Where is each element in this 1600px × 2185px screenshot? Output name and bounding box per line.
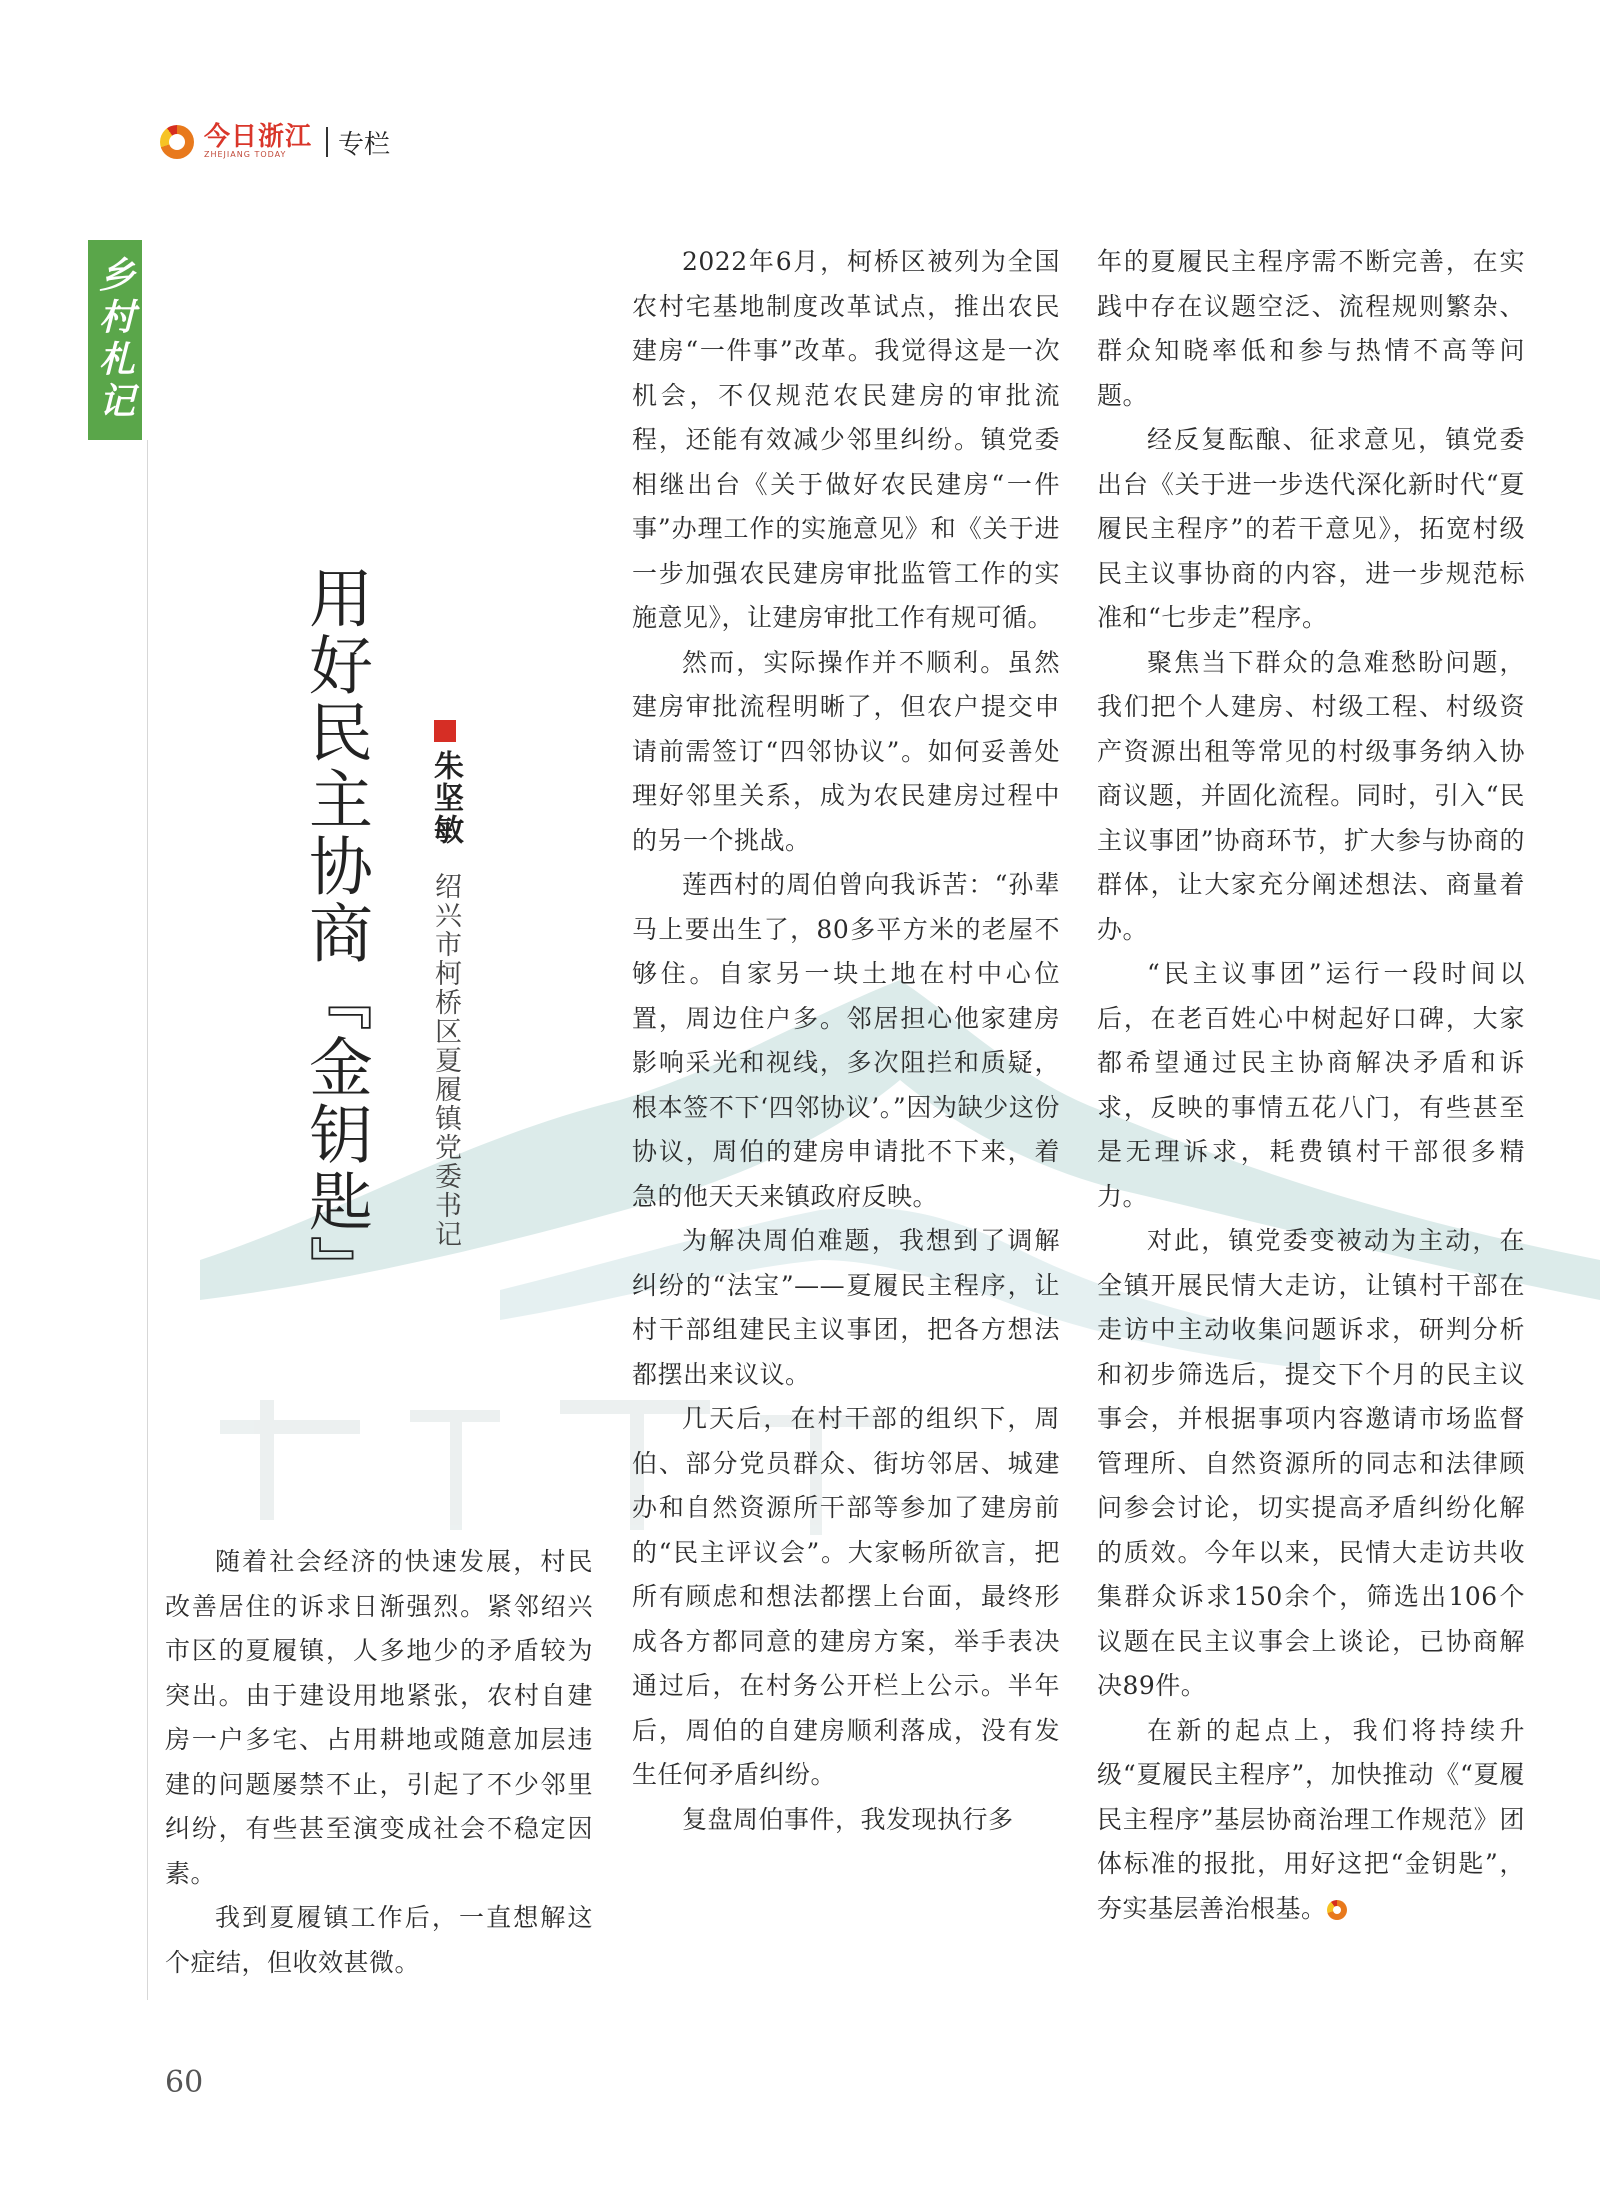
left-margin-rule xyxy=(147,440,148,2000)
paragraph: 随着社会经济的快速发展，村民改善居住的诉求日渐强烈。紧邻绍兴市区的夏履镇，人多地少的矛盾较为突出。由于建设用地紧张，农村自建房一户多宅、占用耕地或随意加层违建的问题屡禁不止，引起了不少邻里纠纷，有些甚至演变成社会不稳定因素。 xyxy=(165,1547,593,1888)
brand-name-en: ZHEJIANG TODAY xyxy=(204,150,287,159)
paragraph: “民主议事团”运行一段时间以后，在老百姓心中树起好口碑，大家都希望通过民主协商解决矛盾和诉求，反映的事情五花八门，有些甚至是无理诉求，耗费镇村干部很多精力。 xyxy=(1097,959,1525,1211)
article-column-right xyxy=(1097,240,1525,1931)
column-tab xyxy=(88,240,142,440)
section-label: 专栏 xyxy=(338,129,391,160)
page-header xyxy=(160,118,390,166)
author-name: 朱坚敏 xyxy=(428,750,463,846)
article-end-icon xyxy=(1327,1900,1347,1920)
paragraph: 为解决周伯难题，我想到了调解纠纷的“法宝”——夏履民主程序，让村干部组建民主议事团，把各方想法都摆出来议议。 xyxy=(632,1226,1060,1389)
brand-logo-icon xyxy=(160,125,194,159)
paragraph: 复盘周伯事件，我发现执行多 xyxy=(682,1804,1014,1834)
author-marker-icon xyxy=(434,720,456,742)
article-title: 用好民主协商『金钥匙』 xyxy=(298,565,372,1302)
paragraph-continued: 年的夏履民主程序需不断完善，在实践中存在议题空泛、流程规则繁杂、群众知晓率低和参与热情不高等问题。 xyxy=(1097,247,1525,410)
page-number: 60 xyxy=(165,2065,204,2100)
brand-name-cn: 今日浙江 xyxy=(204,122,313,152)
header-divider xyxy=(326,127,328,157)
author-title: 绍兴市柯桥区夏履镇党委书记 xyxy=(430,872,461,1249)
author-block xyxy=(415,720,475,846)
paragraph: 莲西村的周伯曾向我诉苦：“孙辈马上要出生了，80多平方米的老屋不够住。自家另一块土地在村中心位置，周边住户多。邻居担心他家建房影响采光和视线，多次阻拦和质疑，根本签不下‘四邻协议’。”因为缺少这份协议，周伯的建房申请批不下来，着急的他天天来镇政府反映。 xyxy=(632,870,1060,1211)
column-tab-label: 乡村札记 xyxy=(93,256,136,424)
paragraph-final-text: 在新的起点上，我们将持续升级“夏履民主程序”，加快推动《“夏履民主程序”基层协商治理工作规范》团体标准的报批，用好这把“金钥匙”，夯实基层善治根基。 xyxy=(1097,1715,1525,1923)
paragraph: 聚焦当下群众的急难愁盼问题，我们把个人建房、村级工程、村级资产资源出租等常见的村级事务纳入协商议题，并固化流程。同时，引入“民主议事团”协商环节，扩大参与协商的群体，让大家充分阐述想法、商量着办。 xyxy=(1097,647,1525,944)
paragraph: 然而，实际操作并不顺利。虽然建房审批流程明晰了，但农户提交申请前需签订“四邻协议”。如何妥善处理好邻里关系，成为农民建房过程中的另一个挑战。 xyxy=(632,647,1060,855)
paragraph: 我到夏履镇工作后，一直想解这个症结，但收效甚微。 xyxy=(165,1903,593,1977)
paragraph: 2022年6月，柯桥区被列为全国农村宅基地制度改革试点，推出农民建房“一件事”改革。我觉得这是一次机会，不仅规范农民建房的审批流程，还能有效减少邻里纠纷。镇党委相继出台《关于做好农民建房“一件事”办理工作的实施意见》和《关于进一步加强农民建房审批监管工作的实施意见》，让建房审批工作有规可循。 xyxy=(632,247,1060,632)
paragraph: 几天后，在村干部的组织下，周伯、部分党员群众、街坊邻居、城建办和自然资源所干部等参加了建房前的“民主评议会”。大家畅所欲言，把所有顾虑和想法都摆上台面，最终形成各方都同意的建房方案，举手表决通过后，在村务公开栏上公示。半年后，周伯的自建房顺利落成，没有发生任何矛盾纠纷。 xyxy=(632,1404,1060,1789)
paragraph-final xyxy=(1097,1709,1525,1932)
paragraph: 对此，镇党委变被动为主动，在全镇开展民情大走访，让镇村干部在走访中主动收集问题诉求，研判分析和初步筛选后，提交下个月的民主议事会，并根据事项内容邀请市场监督管理所、自然资源所的同志和法律顾问参会讨论，切实提高矛盾纠纷化解的质效。今年以来，民情大走访共收集群众诉求150余个，筛选出106个议题在民主议事会上谈论，已协商解决89件。 xyxy=(1097,1226,1525,1700)
article-column-left xyxy=(165,1540,593,1985)
paragraph: 经反复酝酿、征求意见，镇党委出台《关于进一步迭代深化新时代“夏履民主程序”的若干意见》，拓宽村级民主议事协商的内容，进一步规范标准和“七步走”程序。 xyxy=(1097,425,1525,632)
article-column-middle xyxy=(632,240,1060,1842)
brand-logo-text xyxy=(204,124,312,160)
